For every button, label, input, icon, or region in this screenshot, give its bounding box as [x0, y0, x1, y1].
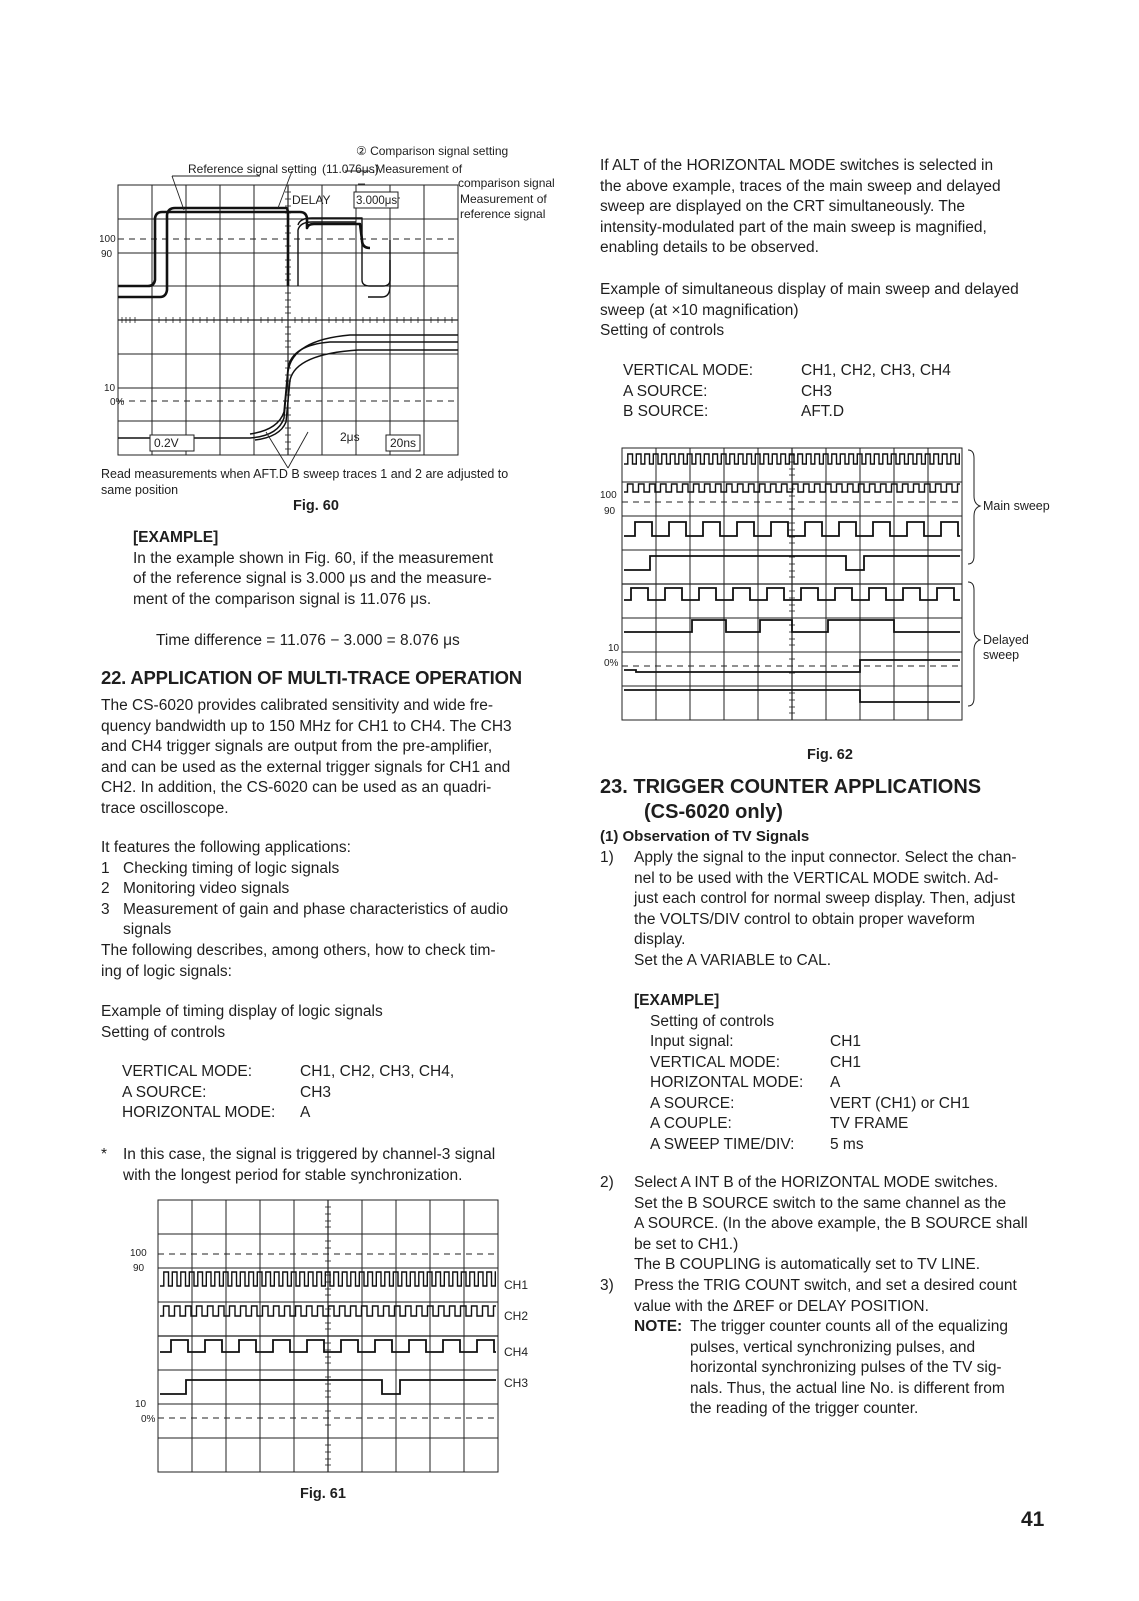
fig61-label-ch3: CH3	[504, 1376, 529, 1390]
step-line: Set the A VARIABLE to CAL.	[634, 951, 832, 969]
settings-value: 5 ms	[830, 1135, 864, 1153]
settings-value: VERT (CH1) or CH1	[830, 1094, 970, 1112]
settings-key: A SWEEP TIME/DIV:	[650, 1135, 795, 1153]
subsection-tv-signals: (1) Observation of TV Signals	[600, 828, 810, 845]
note-line: horizontal synchronizing pulses of the TV sig-	[690, 1359, 1002, 1377]
fig60-y-0: 0%	[110, 397, 125, 408]
note-line2: with the longest period for stable synchronization.	[123, 1166, 463, 1184]
logic-example-title: Example of timing display of logic signals	[101, 1003, 383, 1020]
settings-key: HORIZONTAL MODE:	[122, 1104, 276, 1122]
fig60-oscillogram	[100, 140, 580, 490]
example-block	[133, 528, 573, 610]
step-3	[600, 1276, 1050, 1317]
trace-delayed-2	[624, 620, 960, 632]
feature-item	[101, 879, 551, 900]
settings-row	[122, 1103, 454, 1124]
sim-settings-table	[623, 361, 951, 423]
fig61-y-100: 100	[130, 1248, 147, 1259]
intro-line: and can be used as the external trigger signals for CH1 and	[101, 758, 511, 776]
fig62-y-10: 10	[608, 643, 620, 654]
settings-row	[650, 1135, 970, 1156]
fig60-caption: Fig. 60	[293, 498, 339, 514]
fig61-label-ch2: CH2	[504, 1309, 529, 1323]
settings-row	[623, 361, 951, 382]
section-22-title: 22. APPLICATION OF MULTI-TRACE OPERATION	[101, 667, 522, 688]
settings-value: TV FRAME	[830, 1115, 909, 1133]
fig62-label-delayed-1: Delayed	[983, 633, 1029, 647]
fig62-label-delayed-2: sweep	[983, 648, 1020, 662]
settings-row	[122, 1083, 454, 1104]
tv-settings-table	[650, 1032, 970, 1156]
fig60-label-volts: 0.2V	[154, 436, 179, 450]
example-heading: [EXAMPLE]	[133, 529, 219, 546]
intro-line: quency bandwidth up to 150 MHz for CH1 to CH4. The CH3	[101, 717, 512, 735]
step-line: display.	[634, 931, 686, 949]
alt-mode-paragraph	[600, 156, 1050, 259]
trace-main-ch2	[624, 484, 960, 492]
fig61-caption: Fig. 61	[300, 1486, 346, 1502]
step-line: Press the TRIG COUNT switch, and set a desired count	[634, 1277, 1017, 1294]
fig62-oscillogram	[596, 444, 1066, 734]
desc-line1: The following describes, among others, how to check tim-	[101, 941, 496, 959]
settings-row	[623, 402, 951, 423]
step-line: Set the B SOURCE switch to the same channel as the	[634, 1194, 1007, 1212]
alt-line: sweep are displayed on the CRT simultaneously. The	[600, 198, 966, 216]
settings-value: CH1	[830, 1033, 862, 1050]
fig60-label-time: 2μs	[340, 430, 360, 444]
settings-key: VERTICAL MODE:	[650, 1053, 781, 1071]
sim-example-line1: Example of simultaneous display of main sweep and delayed	[600, 281, 1019, 298]
settings-key: A COUPLE:	[650, 1115, 732, 1133]
fig60-note	[101, 466, 571, 498]
features-intro: It features the following applications:	[101, 839, 351, 856]
logic-settings-table	[122, 1062, 454, 1124]
note-line1: In this case, the signal is triggered by channel-3 signal	[123, 1146, 496, 1163]
fig60-annot-meas-ref-2: reference signal	[460, 207, 546, 221]
fig62-caption: Fig. 62	[807, 747, 853, 763]
fig61-y-90: 90	[133, 1263, 145, 1274]
tv-example-heading: [EXAMPLE]	[634, 992, 720, 1009]
step-line: A SOURCE. (In the above example, the B SOURCE shall	[634, 1215, 1028, 1233]
section-23-title-line1: 23. TRIGGER COUNTER APPLICATIONS	[600, 776, 982, 798]
feature-text: Monitoring video signals	[123, 880, 290, 898]
settings-key: VERTICAL MODE:	[623, 362, 754, 379]
fig61-y-10: 10	[135, 1399, 147, 1410]
step-number: 1)	[600, 849, 614, 866]
features-block	[101, 838, 551, 982]
fig60-label-delay: DELAY	[292, 193, 331, 207]
intro-line: and CH4 trigger signals are output from the pre-amplifier,	[101, 738, 493, 756]
intro-line: trace oscilloscope.	[101, 799, 229, 817]
step-line: the VOLTS/DIV control to obtain proper waveform	[634, 910, 975, 928]
feature-number: 1	[101, 859, 110, 877]
fig62-y-90: 90	[604, 506, 616, 517]
note-line: pulses, vertical synchronizing pulses, and	[690, 1338, 976, 1356]
step-number: 2)	[600, 1174, 614, 1191]
fig61-y-0: 0%	[141, 1414, 156, 1425]
feature-text: Measurement of gain and phase characteristics of audio signals	[123, 900, 509, 939]
fig60-y-100: 100	[100, 234, 116, 245]
logic-example	[101, 1002, 383, 1043]
fig62-label-main: Main sweep	[983, 499, 1050, 513]
page-number: 41	[1021, 1508, 1045, 1531]
settings-row	[122, 1062, 454, 1083]
trigger-counter-note	[634, 1317, 1054, 1420]
fig60-label-delay-value: 3.000μs	[356, 195, 398, 207]
settings-row	[623, 382, 951, 403]
settings-row	[650, 1053, 970, 1074]
note-line: the reading of the trigger counter.	[690, 1400, 919, 1418]
fig60-annot-meas-comp-2: comparison signal	[458, 176, 555, 190]
step-line: value with the ΔREF or DELAY POSITION.	[634, 1297, 929, 1315]
settings-value: A	[830, 1074, 841, 1092]
section-22-intro	[101, 696, 551, 820]
logic-setting-title: Setting of controls	[101, 1023, 226, 1041]
fig60-annot-meas-ref: Measurement of	[460, 192, 547, 206]
sim-setting-title: Setting of controls	[600, 322, 725, 340]
feature-number: 2	[101, 880, 110, 898]
simultaneous-example	[600, 280, 1060, 342]
settings-key: B SOURCE:	[623, 403, 709, 421]
intro-line: CH2. In addition, the CS-6020 can be used as an quadri-	[101, 779, 492, 797]
settings-row	[650, 1114, 970, 1135]
settings-key: Input signal:	[650, 1033, 734, 1050]
example-line2: of the reference signal is 3.000 μs and the measure-	[133, 570, 492, 588]
fig62-braces	[968, 450, 980, 706]
fig60-note-line1: Read measurements when AFT.D B sweep traces 1 and 2 are adjusted to	[101, 467, 509, 481]
intro-line: The CS-6020 provides calibrated sensitivity and wide fre-	[101, 697, 493, 714]
step-2	[600, 1173, 1050, 1276]
alt-line: If ALT of the HORIZONTAL MODE switches is selected in	[600, 157, 994, 174]
fig60-annot-meas-comp: .Measurement of	[372, 162, 463, 176]
alt-line: the above example, traces of the main sweep and delayed	[600, 177, 1001, 195]
step-line: The B COUPLING is automatically set to TV LINE.	[634, 1256, 981, 1274]
figure-62	[596, 444, 1066, 734]
step-1	[600, 848, 1050, 972]
figure-60	[100, 140, 580, 490]
fig61-oscillogram	[130, 1196, 550, 1478]
step-line: Select A INT B of the HORIZONTAL MODE switches.	[634, 1174, 999, 1191]
alt-line: enabling details to be observed.	[600, 239, 819, 257]
settings-value: CH3	[300, 1083, 332, 1101]
step-line: Apply the signal to the input connector. Select the chan-	[634, 849, 1017, 866]
step-line: nel to be used with the VERTICAL MODE switch. Ad-	[634, 869, 999, 887]
fig62-y-100: 100	[600, 490, 617, 501]
settings-value: CH3	[801, 382, 833, 400]
settings-row	[650, 1073, 970, 1094]
fig60-label-ns: 20ns	[390, 436, 417, 450]
step-line: be set to CH1.)	[634, 1235, 739, 1253]
fig60-annot-comparison: ② Comparison signal setting	[356, 144, 509, 158]
step-line: just each control for normal sweep display. Then, adjust	[634, 890, 1016, 908]
settings-key: A SOURCE:	[122, 1083, 207, 1101]
trigger-note	[101, 1145, 551, 1186]
figure-61	[130, 1196, 550, 1478]
section-23-title-line2: (CS-6020 only)	[644, 801, 783, 823]
settings-key: A SOURCE:	[650, 1094, 735, 1112]
fig62-y-0: 0%	[604, 658, 619, 669]
note-line: nals. Thus, the actual line No. is different from	[690, 1379, 1005, 1397]
settings-value: AFT.D	[801, 403, 845, 421]
fig60-y-90: 90	[101, 249, 113, 260]
fig60-annot-value: (11.076μs)	[322, 162, 379, 176]
section-23-title	[600, 775, 981, 825]
feature-item	[101, 859, 551, 880]
note-line: The trigger counter counts all of the equalizing	[690, 1318, 1008, 1335]
fig61-label-ch1: CH1	[504, 1278, 529, 1292]
settings-row	[650, 1094, 970, 1115]
settings-key: A SOURCE:	[623, 382, 708, 400]
feature-text: Checking timing of logic signals	[123, 859, 340, 877]
settings-value: CH1, CH2, CH3, CH4,	[300, 1063, 455, 1080]
example-line3: ment of the comparison signal is 11.076 μs.	[133, 590, 432, 608]
note-label: NOTE:	[634, 1318, 683, 1335]
settings-row	[650, 1032, 970, 1053]
fig60-y-10: 10	[104, 383, 116, 394]
desc-line2: ing of logic signals:	[101, 962, 232, 980]
settings-key: VERTICAL MODE:	[122, 1063, 253, 1080]
settings-key: HORIZONTAL MODE:	[650, 1074, 804, 1092]
sim-example-line2: sweep (at ×10 magnification)	[600, 301, 799, 319]
tv-example-setting: Setting of controls	[650, 1013, 775, 1030]
feature-number: 3	[101, 900, 110, 918]
settings-value: CH1	[830, 1053, 862, 1071]
settings-value: A	[300, 1104, 311, 1122]
time-difference-formula: Time difference = 11.076 − 3.000 = 8.076 μs	[156, 632, 460, 649]
trace-ch2	[160, 1306, 496, 1316]
alt-line: intensity-modulated part of the main sweep is magnified,	[600, 218, 987, 236]
settings-value: CH1, CH2, CH3, CH4	[801, 362, 951, 379]
feature-item	[101, 900, 551, 941]
example-line1: In the example shown in Fig. 60, if the measurement	[133, 549, 494, 567]
note-asterisk: *	[101, 1146, 108, 1163]
fig60-note-line2: same position	[101, 483, 179, 497]
fig60-annot-reference: Reference signal setting	[188, 162, 317, 176]
fig61-label-ch4: CH4	[504, 1345, 529, 1359]
step-number: 3)	[600, 1277, 614, 1294]
